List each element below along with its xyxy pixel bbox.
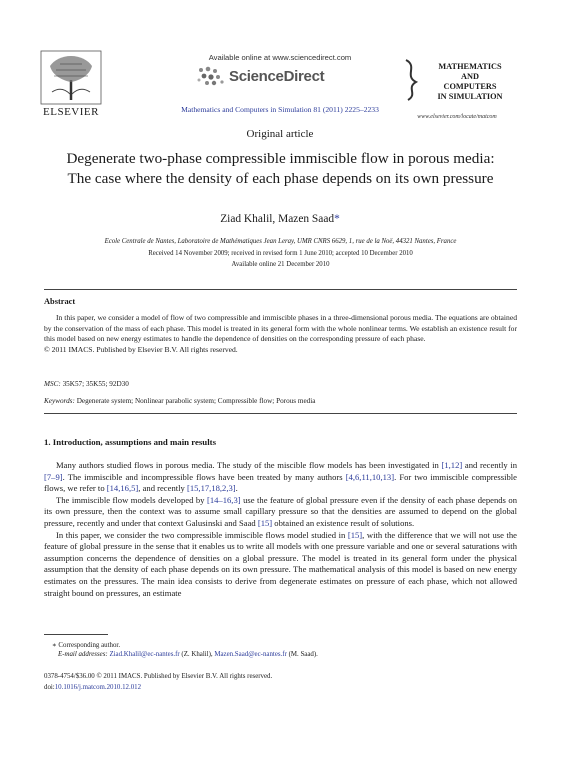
abstract-bottom-rule [44, 413, 517, 414]
abstract-heading: Abstract [44, 297, 76, 306]
sciencedirect-wordmark: ScienceDirect [229, 68, 325, 85]
affiliation: Ecole Centrale de Nantes, Laboratoire de Mathématiques Jean Leray, UMR CNRS 6629, 1, rue de la Noë, 44321 Nantes, France [104, 238, 457, 245]
journal-logo-line: COMPUTERS [443, 82, 497, 91]
email-footnote: E-mail addresses: Ziad.Khalil@ec-nantes.fr (Z. Khalil), Mazen.Saad@ec-nantes.fr (M. Saad). [58, 651, 318, 658]
citation-link[interactable]: [1,12] [441, 460, 463, 470]
keywords-line [44, 397, 315, 405]
elsevier-tree-icon [40, 50, 102, 105]
citation-link[interactable]: [7–9] [44, 471, 63, 482]
sciencedirect-logo[interactable] [195, 64, 365, 88]
doi-link[interactable]: 10.1016/j.matcom.2010.12.012 [54, 684, 142, 691]
corresponding-footnote [52, 641, 120, 649]
journal-logo-line: MATHEMATICS [438, 62, 502, 71]
citation-link[interactable]: [15] [257, 517, 273, 528]
available-online-text: Available online at www.sciencedirect.com [208, 53, 352, 62]
abstract-text: In this paper, we consider a model of flow of two compressible and immiscible phases in a three-dimensional porous media. The equations are obtained by the conservation of the mass of each phase. This model is treated in its general form with the whole nonlinear terms. We establish an existence result for this model based on new energy estimates to handle the dependence of densities on the corresponding pressure of each phase. [44, 313, 517, 343]
section-body [44, 460, 517, 599]
doi-line [44, 684, 141, 691]
journal-url[interactable]: www.elsevier.com/locate/matcom [417, 114, 497, 120]
article-title: Degenerate two-phase compressible immiscible flow in porous media: The case where the density of each phase depends on its own pressure [66, 150, 495, 187]
footnote-mark: ∗ [52, 642, 57, 649]
article-type: Original article [246, 128, 314, 140]
journal-logo-line: AND [461, 72, 479, 81]
journal-logo-line: IN SIMULATION [437, 92, 503, 101]
abstract-copyright: © 2011 IMACS. Published by Elsevier B.V. All rights reserved. [44, 344, 238, 354]
sciencedirect-dots-icon [195, 65, 229, 87]
elsevier-wordmark: ELSEVIER [43, 106, 99, 118]
journal-logo [402, 58, 520, 124]
citation-link[interactable]: [14,16,5] [106, 483, 139, 494]
available-date: Available online 21 December 2010 [231, 261, 330, 268]
msc-label: MSC: [44, 380, 61, 388]
journal-emblem-icon [402, 58, 422, 102]
email-label: E-mail addresses: [58, 651, 108, 658]
abstract-top-rule [44, 289, 517, 290]
section-heading: 1. Introduction, assumptions and main results [44, 437, 216, 447]
doi-label: doi: [44, 684, 55, 691]
footnote-rule [44, 634, 108, 635]
citation-link[interactable]: [15,17,18,2,3] [186, 483, 236, 494]
elsevier-logo [40, 50, 102, 120]
abstract-body [44, 313, 517, 355]
keywords-label: Keywords: [44, 397, 75, 405]
corresponding-label: Corresponding author. [58, 642, 121, 649]
received-dates: Received 14 November 2009; received in revised form 1 June 2010; accepted 10 December 2010 [148, 250, 413, 257]
email-link[interactable]: Ziad.Khalil@ec-nantes.fr [109, 651, 180, 658]
citation-link[interactable]: [4,6,11,10,13] [345, 471, 395, 482]
keywords: Degenerate system; Nonlinear parabolic system; Compressible flow; Porous media [76, 397, 316, 405]
author-line [130, 213, 430, 225]
msc-codes: 35K57; 35K55; 92D30 [62, 380, 129, 388]
msc-line [44, 380, 129, 388]
paragraph: In this paper, we consider the two compressible immiscible flows model studied in [15], with the difference that we will not use the feature of global pressure in the sense that it enables us to write all models with one pressure variable and one or several saturations with assumption concerns the dependence of densities on a global pressure. The model is treated in its general form under the physical assumption that the density of each phase depends on its own pressure. The mathematical analysis of this model is based on new energy estimates on the pressures. The main idea consists to derive from degenerate estimates on pressure of each phase, which not allowed straight bound on pressures, an estimate [44, 529, 517, 598]
corresponding-author-mark[interactable]: * [334, 213, 340, 225]
paragraph: The immiscible flow models developed by [14–16,3] use the feature of global pressure even if the density of each phase depends on its own pressure, then the context was to assume small capillary pressure so that the densities are assumed to depend on the global pressure, recently and under that context Galusinski and Saad [15] obtained an existence result of solutions. [44, 494, 517, 528]
paragraph: Many authors studied flows in porous media. The study of the miscible flow models has been investigated in [1,12] and recently in [7–9]. The immiscible and incompressible flows have been treated by many authors [4,6,11,10,13]. For two immiscible compressible flows, we refer to [14,16,5], and recently [15,17,18,2,3]. [44, 460, 518, 494]
email-link[interactable]: Mazen.Saad@ec-nantes.fr [214, 651, 287, 658]
citation-link[interactable]: [14–16,3] [206, 494, 241, 505]
authors: Ziad Khalil, Mazen Saad [220, 213, 335, 225]
journal-citation[interactable]: Mathematics and Computers in Simulation 81 (2011) 2225–2233 [181, 105, 379, 114]
citation-link[interactable]: [15] [347, 529, 363, 540]
issn-line: 0378-4754/$36.00 © 2011 IMACS. Published by Elsevier B.V. All rights reserved. [44, 673, 273, 680]
